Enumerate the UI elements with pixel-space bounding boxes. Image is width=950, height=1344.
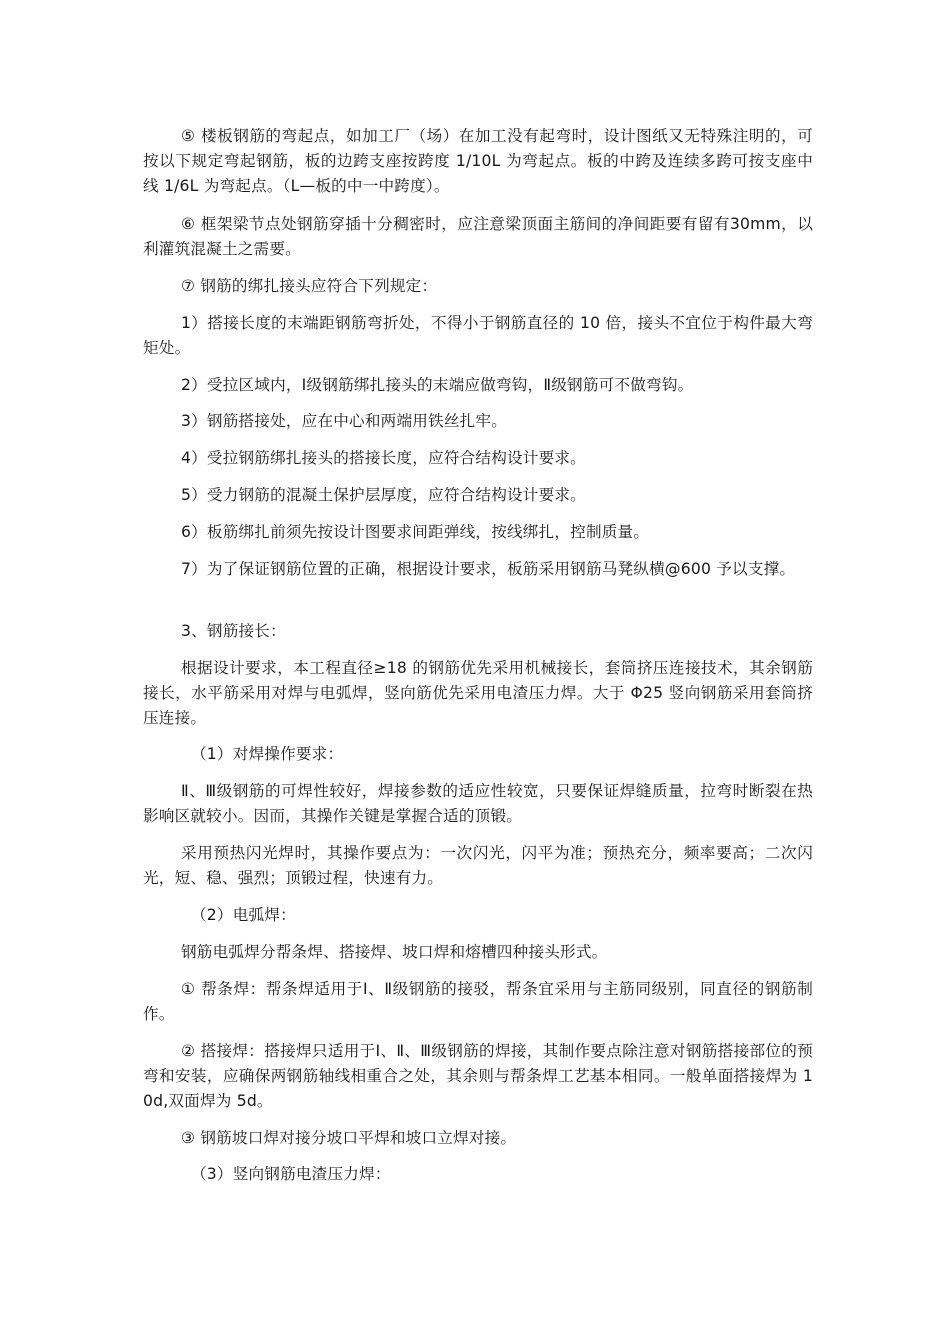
subheading-arc-welding: （2）电弧焊： xyxy=(191,906,296,924)
paragraph-tie-joint-rules: ⑦ 钢筋的绑扎接头应符合下列规定： xyxy=(181,277,438,295)
list-item-rule-7: 7）为了保证钢筋位置的正确，根据设计要求，板筋采用钢筋马凳纵横@600 予以支撑。 xyxy=(181,560,796,578)
paragraph-flash-welding-points: 采用预热闪光焊时，其操作要点为：一次闪光，闪平为准；预热充分，频率要高；二次闪光，短、稳、强烈；顶锻过程，快速有力。 xyxy=(143,844,813,887)
paragraph-slab-bend-point: ⑤ 楼板钢筋的弯起点，如加工厂（场）在加工没有起弯时，设计图纸又无特殊注明的，可按以下规定弯起钢筋，板的边跨支座按跨度 1/10L 为弯起点。板的中跨及连续多跨可按支座中线 1/6L 为弯起点。（L—板的中一中跨度）。 xyxy=(143,127,813,195)
paragraph-strap-welding: ① 帮条焊：帮条焊适用于Ⅰ、Ⅱ级钢筋的接驳，帮条宜采用与主筋同级别，同直径的钢筋制作。 xyxy=(143,980,813,1023)
list-item-rule-6: 6）板筋绑扎前须先按设计图要求间距弹线，按线绑扎，控制质量。 xyxy=(181,523,650,541)
section-heading-rebar-lengthening: 3、钢筋接长： xyxy=(181,622,286,640)
paragraph-arc-welding-types: 钢筋电弧焊分帮条焊、搭接焊、坡口焊和熔槽四种接头形式。 xyxy=(181,943,608,961)
list-item-rule-2: 2）受拉区域内，Ⅰ级钢筋绑扎接头的末端应做弯钩，Ⅱ级钢筋可不做弯钩。 xyxy=(181,376,694,394)
paragraph-weldability: Ⅱ、Ⅲ级钢筋的可焊性较好，焊接参数的适应性较宽，只要保证焊缝质量，拉弯时断裂在热影响区就较小。因而，其操作关键是掌握合适的顶锻。 xyxy=(143,782,813,825)
paragraph-lengthening-requirements: 根据设计要求，本工程直径≥18 的钢筋优先采用机械接长，套筒挤压连接技术，其余钢筋接长，水平筋采用对焊与电弧焊，竖向筋优先采用电渣压力焊。大于 Φ25 竖向钢筋采用套筒挤压连接。 xyxy=(143,659,813,727)
paragraph-groove-welding: ③ 钢筋坡口焊对接分坡口平焊和坡口立焊对接。 xyxy=(181,1129,517,1147)
subheading-butt-welding: （1）对焊操作要求： xyxy=(191,745,344,763)
list-item-rule-4: 4）受拉钢筋绑扎接头的搭接长度，应符合结构设计要求。 xyxy=(181,449,586,467)
subheading-electroslag-welding: （3）竖向钢筋电渣压力焊： xyxy=(191,1165,391,1183)
list-item-rule-5: 5）受力钢筋的混凝土保护层厚度，应符合结构设计要求。 xyxy=(181,486,586,504)
paragraph-lap-welding: ② 搭接焊：搭接焊只适用于Ⅰ、Ⅱ、Ⅲ级钢筋的焊接，其制作要点除注意对钢筋搭接部位的预弯和安装，应确保两钢筋轴线相重合之处，其余则与帮条焊工艺基本相同。一般单面搭接焊为 10d,双面焊为 5d。 xyxy=(143,1042,813,1110)
list-item-rule-1: 1）搭接长度的末端距钢筋弯折处，不得小于钢筋直径的 10 倍，接头不宜位于构件最大弯矩处。 xyxy=(143,314,813,357)
paragraph-beam-joint-spacing: ⑥ 框架梁节点处钢筋穿插十分稠密时，应注意梁顶面主筋间的净间距要有留有30mm，以利灌筑混凝土之需要。 xyxy=(143,215,813,258)
list-item-rule-3: 3）钢筋搭接处，应在中心和两端用铁丝扎牢。 xyxy=(181,412,507,430)
